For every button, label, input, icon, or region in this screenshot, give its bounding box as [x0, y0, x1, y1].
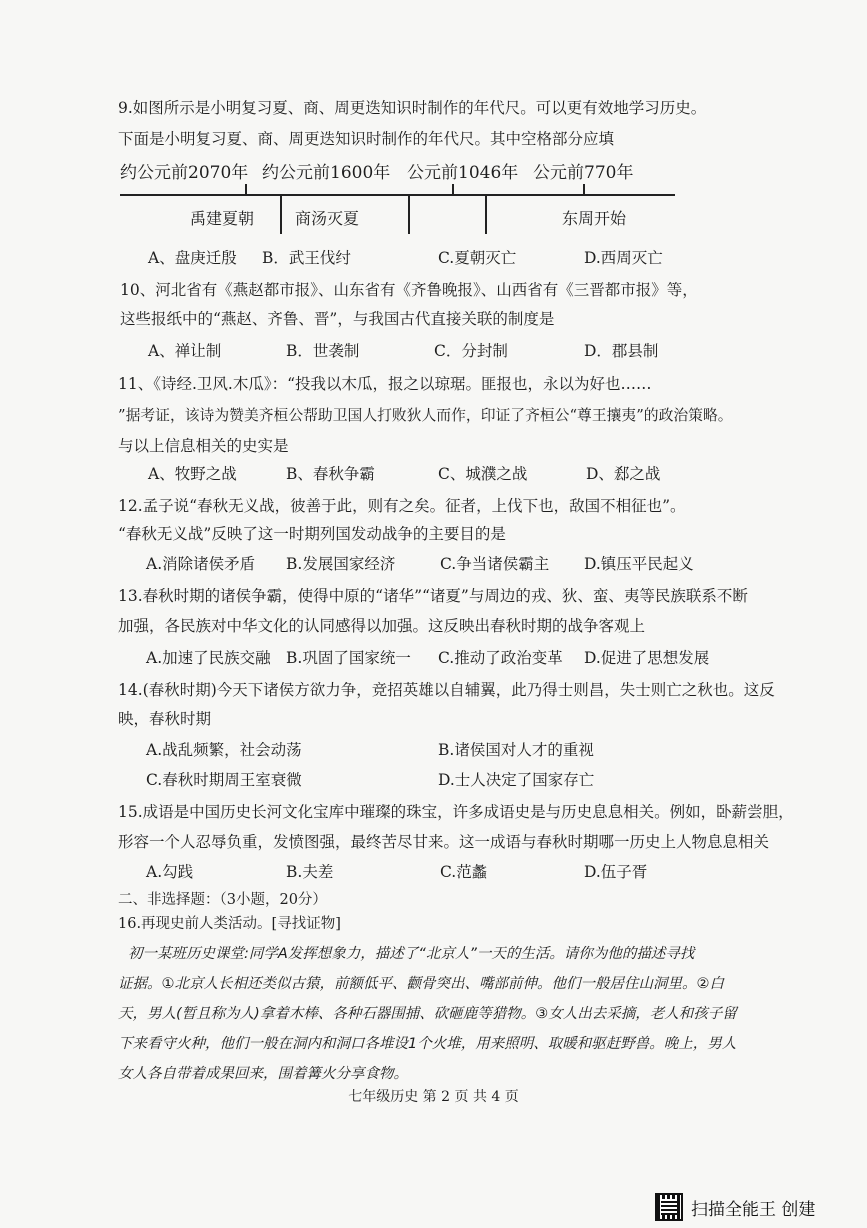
- watermark-text: 扫描全能王 创建: [691, 1199, 816, 1220]
- q15-stem-line1: 15.成语是中国历史长河文化宝库中璀璨的珠宝，许多成语史是与历史息息相关。例如，卧薪尝胆，: [118, 803, 794, 821]
- q11-stem-line2: ”据考证，该诗为赞美齐桓公帮助卫国人打败狄人而作，印证了齐桓公“尊王攘夷”的政治策略。: [118, 407, 733, 424]
- q11-option-d: D、郄之战: [586, 465, 661, 483]
- q15-option-a: A.勾践: [146, 863, 194, 881]
- q15-stem-line2: 形容一个人忍辱负重，发愤图强，最终苦尽甘来。这一成语与春秋时期哪一历史上人物息息相关: [118, 833, 770, 851]
- timeline-tick: [245, 184, 247, 196]
- q9-option-d: D.西周灭亡: [584, 249, 663, 267]
- q15-option-d: D.伍子胥: [584, 863, 648, 881]
- timeline-date-1: 约公元前2070年: [120, 163, 249, 183]
- q13-stem-line1: 13.春秋时期的诸侯争霸，使得中原的“诸华”“诸夏”与周边的戎、狄、蛮、夷等民族联系不断: [118, 587, 748, 605]
- q14-option-d: D.士人决定了国家存亡: [438, 771, 595, 789]
- q10-option-a: A、禅让制: [148, 342, 222, 360]
- q9-option-a: A、盘庚迁殷: [148, 249, 237, 267]
- q12-option-b: B.发展国家经济: [286, 555, 396, 573]
- qr-code-icon: [655, 1193, 683, 1221]
- q11-option-a: A、牧野之战: [148, 465, 237, 483]
- timeline-segment-4: 东周开始: [562, 209, 627, 228]
- timeline-tick: [583, 184, 585, 196]
- timeline-axis: [120, 194, 675, 196]
- q16-passage-line2: 证据。①北京人长相还类似古猿，前额低平、颧骨突出、嘴部前伸。他们一般居住山洞里。②白: [118, 976, 724, 992]
- q15-option-b: B.夫差: [286, 863, 334, 881]
- q12-option-a: A.消除诸侯矛盾: [146, 555, 256, 573]
- q16-title: 16.再现史前人类活动。[寻找证物]: [118, 916, 341, 932]
- q11-stem-line1: 11、《诗经.卫风.木瓜》：“投我以木瓜，报之以琼琚。匪报也，永以为好也……: [118, 375, 652, 393]
- q14-stem-line1: 14.(春秋时期)今天下诸侯方欲力争，竞招英雄以自辅翼，此乃得士则昌，失士则亡之秋也。这反: [118, 681, 775, 699]
- timeline-tick: [280, 194, 282, 234]
- q10-option-c: C．分封制: [434, 342, 508, 360]
- q16-passage-line3: 天，男人(暂且称为人)拿着木棒、各种石器围捕、砍砸鹿等猎物。③女人出去采摘，老人和孩子留: [118, 1006, 737, 1022]
- q10-option-d: D．郡县制: [584, 342, 659, 360]
- q14-option-c: C.春秋时期周王室衰微: [146, 771, 302, 789]
- q12-option-d: D.镇压平民起义: [584, 555, 694, 573]
- q14-option-b: B.诸侯国对人才的重视: [438, 741, 594, 759]
- q11-option-c: C、城濮之战: [438, 465, 528, 483]
- section-heading: 二、非选择题：（3小题，20分）: [118, 892, 327, 908]
- q12-stem-line2: “春秋无义战”反映了这一时期列国发动战争的主要目的是: [118, 525, 506, 543]
- q9-stem-line2: 下面是小明复习夏、商、周更迭知识时制作的年代尺。其中空格部分应填: [118, 130, 615, 148]
- timeline-date-2: 约公元前1600年: [262, 163, 391, 183]
- q13-option-a: A.加速了民族交融: [146, 649, 271, 667]
- q16-passage-line5: 女人各自带着成果回来，围着篝火分享食物。: [118, 1066, 408, 1082]
- q13-option-b: B.巩固了国家统一: [286, 649, 411, 667]
- q11-option-b: B、春秋争霸: [286, 465, 375, 483]
- q16-passage-line4: 下来看守火种，他们一般在洞内和洞口各堆设1个火堆，用来照明、取暖和驱赶野兽。晚上，男人: [118, 1036, 737, 1052]
- timeline-segment-1: 禹建夏朝: [190, 209, 255, 228]
- scanner-watermark: [655, 1193, 815, 1221]
- timeline-tick: [485, 194, 487, 234]
- timeline-date-4: 公元前770年: [533, 163, 634, 183]
- timeline-segment-2: 商汤灭夏: [295, 209, 360, 228]
- q10-stem-line1: 10、河北省有《燕赵都市报》、山东省有《齐鲁晚报》、山西省有《三晋都市报》等，: [120, 281, 698, 299]
- q15-option-c: C.范蠡: [440, 863, 488, 881]
- q14-stem-line2: 映，春秋时期: [118, 710, 212, 728]
- q9-stem-line1: 9.如图所示是小明复习夏、商、周更迭知识时制作的年代尺。可以更有效地学习历史。: [118, 99, 707, 117]
- timeline-tick: [408, 194, 410, 234]
- q10-stem-line2: 这些报纸中的“燕赵、齐鲁、晋”，与我国古代直接关联的制度是: [120, 310, 555, 328]
- page-footer: 七年级历史 第 2 页 共 4 页: [348, 1089, 519, 1105]
- q10-option-b: B．世袭制: [286, 342, 360, 360]
- q13-option-c: C.推动了政治变革: [438, 649, 563, 667]
- timeline-tick: [452, 184, 454, 196]
- q16-passage-line1: 初一某班历史课堂:同学A发挥想象力，描述了“北京人”一天的生活。请你为他的描述寻找: [128, 946, 695, 962]
- q9-option-c: C.夏朝灭亡: [438, 249, 517, 267]
- timeline-date-3: 公元前1046年: [407, 163, 519, 183]
- q12-option-c: C.争当诸侯霸主: [440, 555, 550, 573]
- q9-option-b: B．武王伐纣: [262, 249, 351, 267]
- q14-option-a: A.战乱频繁，社会动荡: [146, 741, 302, 759]
- q13-stem-line2: 加强，各民族对中华文化的认同感得以加强。这反映出春秋时期的战争客观上: [118, 617, 646, 635]
- q13-option-d: D.促进了思想发展: [584, 649, 710, 667]
- q11-stem-line3: 与以上信息相关的史实是: [118, 437, 289, 455]
- q12-stem-line1: 12.孟子说“春秋无义战，彼善于此，则有之矣。征者，上伐下也，敌国不相征也”。: [118, 497, 686, 515]
